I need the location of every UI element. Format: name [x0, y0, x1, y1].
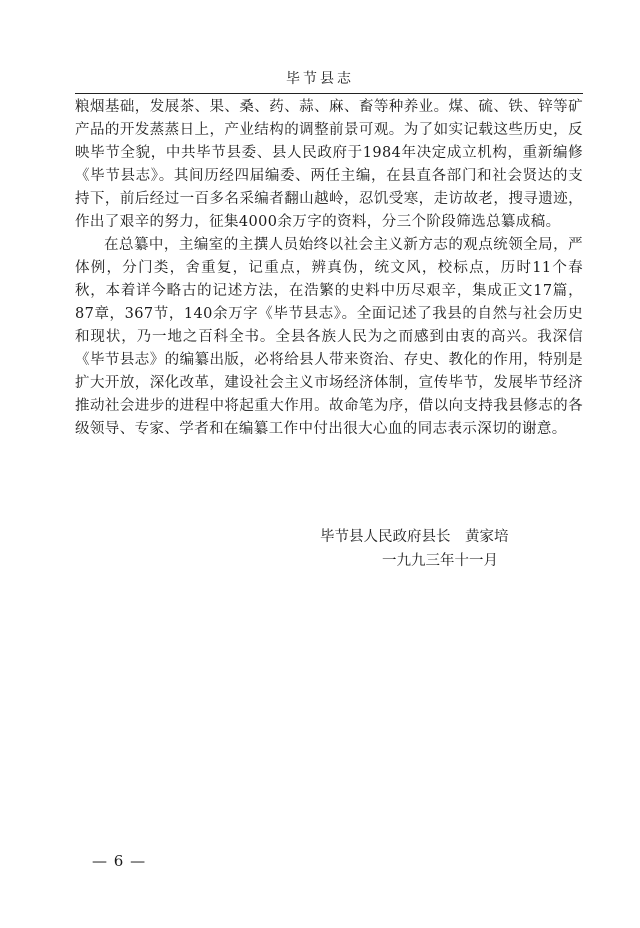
paragraph-2: 在总纂中，主编室的主撰人员始终以社会主义新方志的观点统领全局，严体例，分门类，舍重复，记重点，辨真伪，统文风，校标点，历时11个春秋，本着详今略古的记述方法，在浩繁的史料中历尽艰辛，集成正文17篇，87章，367节，140余万字《毕节县志》。全面记述了我县的自然与社会历史和现状，乃一地之百科全书。全县各族人民为之而感到由衷的高兴。我深信《毕节县志》的编纂出版，必将给县人带来资治、存史、教化的作用，特别是扩大开放，深化改革，建设社会主义市场经济体制，宣传毕节，发展毕节经济推动社会进步的进程中将起重大作用。故命笔为序，借以向支持我县修志的各级领导、专家、学者和在编纂工作中付出很大心血的同志表示深切的谢意。 — [75, 237, 583, 437]
page-number: — 6 — — [92, 852, 147, 870]
signature-block — [320, 525, 583, 573]
paragraph-1: 粮烟基础，发展茶、果、桑、药、蒜、麻、畜等种养业。煤、硫、铁、锌等矿产品的开发蒸蒸日上，产业结构的调整前景可观。为了如实记载这些历史，反映毕节全貌，中共毕节县委、县人民政府于1984年决定成立机构，重新编修《毕节县志》。其间历经四届编委、两任主编，在县直各部门和社会贤达的支持下，前后经过一百多名采编者翻山越岭，忍饥受寒，走访故老，搜寻遗迹，作出了艰辛的努力，征集4000余万字的资料，分三个阶段筛选总纂成稿。 — [75, 99, 583, 230]
signature-date: 一九九三年十一月 — [382, 553, 498, 569]
body-text — [75, 96, 583, 441]
running-header: 毕节县志 — [286, 71, 354, 87]
signature-author: 毕节县人民政府县长 黄家培 — [320, 529, 509, 545]
header-rule — [75, 93, 583, 94]
